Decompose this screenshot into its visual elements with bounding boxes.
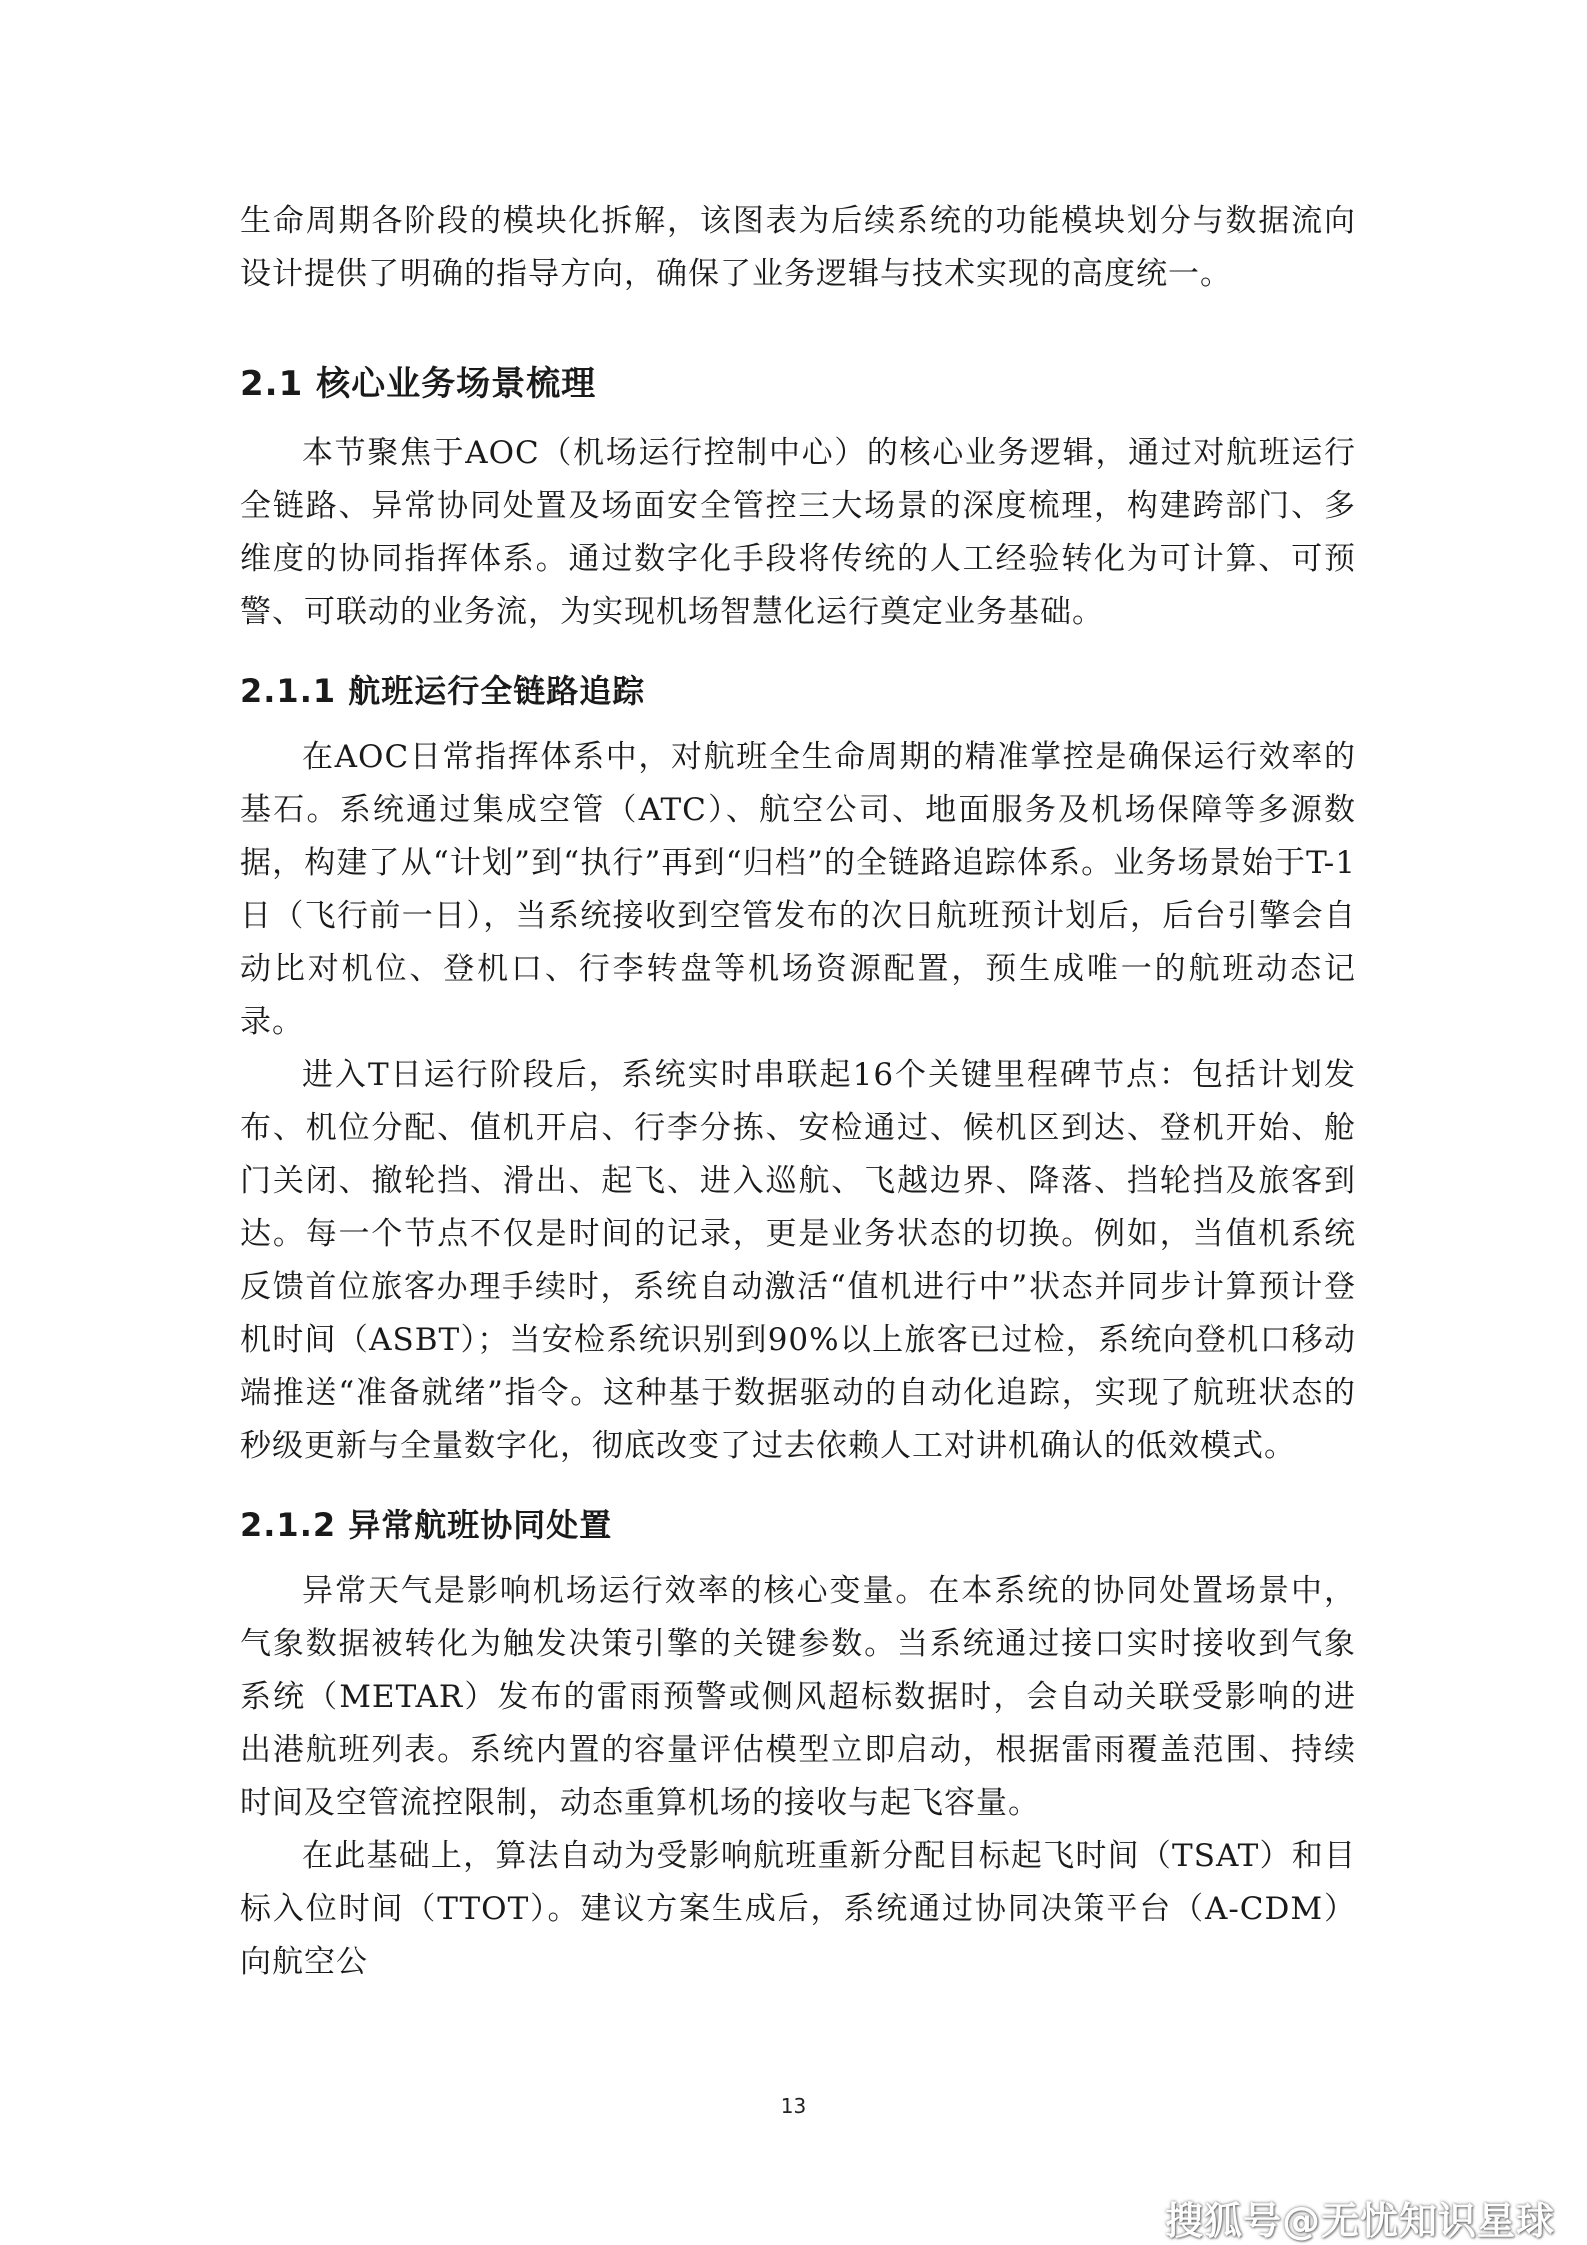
section-2-1-1-paragraph-1: 在AOC日常指挥体系中，对航班全生命周期的精准掌控是确保运行效率的基石。系统通过集成空管（ATC）、航空公司、地面服务及机场保障等多源数据，构建了从“计划”到“执行”再到“归档”的全链路追踪体系。业务场景始于T-1日（飞行前一日），当系统接收到空管发布的次日航班预计划后，后台引擎会自动比对机位、登机口、行李转盘等机场资源配置，预生成唯一的航班动态记录。 [240,739,1356,1040]
section-2-1-2-paragraph-2: 在此基础上，算法自动为受影响航班重新分配目标起飞时间（TSAT）和目标入位时间（TTOT）。建议方案生成后，系统通过协同决策平台（A-CDM）向航空公 [240,1838,1356,1980]
page-number: 13 [780,2094,807,2118]
section-2-1-heading: 2.1 核心业务场景梳理 [240,364,597,404]
section-2-1-paragraph: 本节聚焦于AOC（机场运行控制中心）的核心业务逻辑，通过对航班运行全链路、异常协同处置及场面安全管控三大场景的深度梳理，构建跨部门、多维度的协同指挥体系。通过数字化手段将传统的人工经验转化为可计算、可预警、可联动的业务流，为实现机场智慧化运行奠定业务基础。 [240,435,1356,630]
section-2-1-1-paragraph-2: 进入T日运行阶段后，系统实时串联起16个关键里程碑节点：包括计划发布、机位分配、值机开启、行李分拣、安检通过、候机区到达、登机开始、舱门关闭、撤轮挡、滑出、起飞、进入巡航、飞越边界、降落、挡轮挡及旅客到达。每一个节点不仅是时间的记录，更是业务状态的切换。例如，当值机系统反馈首位旅客办理手续时，系统自动激活“值机进行中”状态并同步计算预计登机时间（ASBT）；当安检系统识别到90%以上旅客已过检，系统向登机口移动端推送“准备就绪”指令。这种基于数据驱动的自动化追踪，实现了航班状态的秒级更新与全量数字化，彻底改变了过去依赖人工对讲机确认的低效模式。 [240,1057,1356,1464]
section-2-1-2-paragraph-1: 异常天气是影响机场运行效率的核心变量。在本系统的协同处置场景中，气象数据被转化为触发决策引擎的关键参数。当系统通过接口实时接收到气象系统（METAR）发布的雷雨预警或侧风超标数据时，会自动关联受影响的进出港航班列表。系统内置的容量评估模型立即启动，根据雷雨覆盖范围、持续时间及空管流控限制，动态重算机场的接收与起飞容量。 [240,1573,1356,1821]
watermark: 搜狐号@无忧知识星球 [1164,2199,1555,2243]
document-page [240,195,1356,1989]
intro-paragraph: 生命周期各阶段的模块化拆解，该图表为后续系统的功能模块划分与数据流向设计提供了明确的指导方向，确保了业务逻辑与技术实现的高度统一。 [240,203,1356,292]
section-2-1-2-heading: 2.1.2 异常航班协同处置 [240,1506,613,1544]
section-2-1-1-heading: 2.1.1 航班运行全链路追踪 [240,672,646,710]
